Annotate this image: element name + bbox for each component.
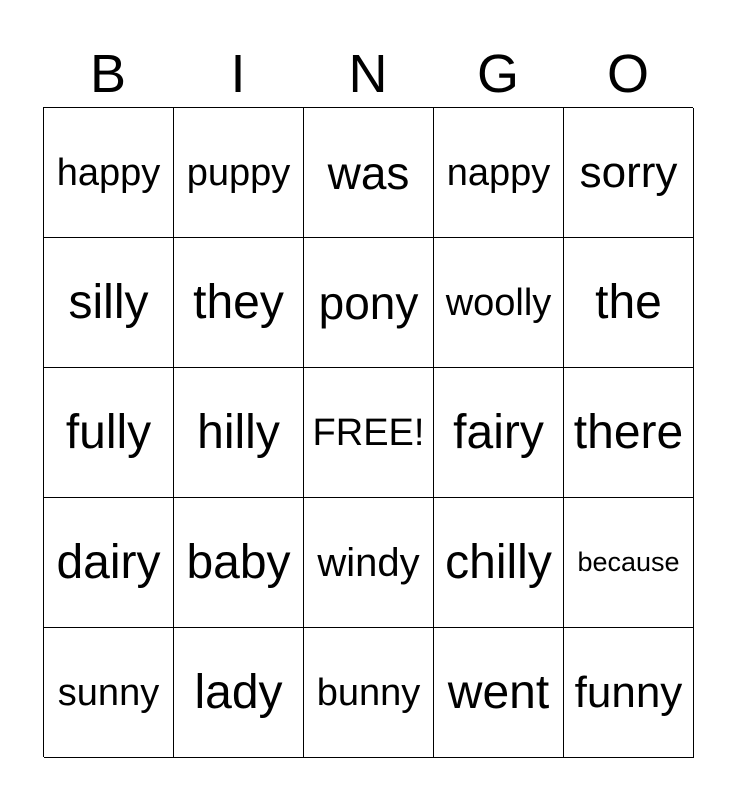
bingo-cell: they xyxy=(174,238,304,368)
bingo-cell: baby xyxy=(174,498,304,628)
bingo-cell: sorry xyxy=(564,108,694,238)
bingo-board xyxy=(43,107,693,757)
header-letter-i: I xyxy=(230,44,246,104)
bingo-cell: pony xyxy=(304,238,434,368)
bingo-cell: there xyxy=(564,368,694,498)
header-letter-n: N xyxy=(348,44,388,104)
bingo-cell: the xyxy=(564,238,694,368)
header-letter-b: B xyxy=(89,44,127,104)
bingo-cell: puppy xyxy=(174,108,304,238)
bingo-cell: lady xyxy=(174,628,304,758)
bingo-cell: chilly xyxy=(434,498,564,628)
bingo-cell: fully xyxy=(44,368,174,498)
bingo-header xyxy=(43,40,693,108)
header-letter-o: O xyxy=(606,44,649,104)
bingo-cell: woolly xyxy=(434,238,564,368)
bingo-cell: windy xyxy=(304,498,434,628)
bingo-cell: nappy xyxy=(434,108,564,238)
bingo-cell: bunny xyxy=(304,628,434,758)
bingo-cell: because xyxy=(564,498,694,628)
bingo-cell: was xyxy=(304,108,434,238)
bingo-cell: sunny xyxy=(44,628,174,758)
bingo-cell: went xyxy=(434,628,564,758)
bingo-cell: fairy xyxy=(434,368,564,498)
bingo-cell: hilly xyxy=(174,368,304,498)
bingo-cell: silly xyxy=(44,238,174,368)
bingo-cell: funny xyxy=(564,628,694,758)
bingo-cell: happy xyxy=(44,108,174,238)
bingo-cell: dairy xyxy=(44,498,174,628)
header-letter-g: G xyxy=(476,44,519,104)
free-space: FREE! xyxy=(304,368,434,498)
